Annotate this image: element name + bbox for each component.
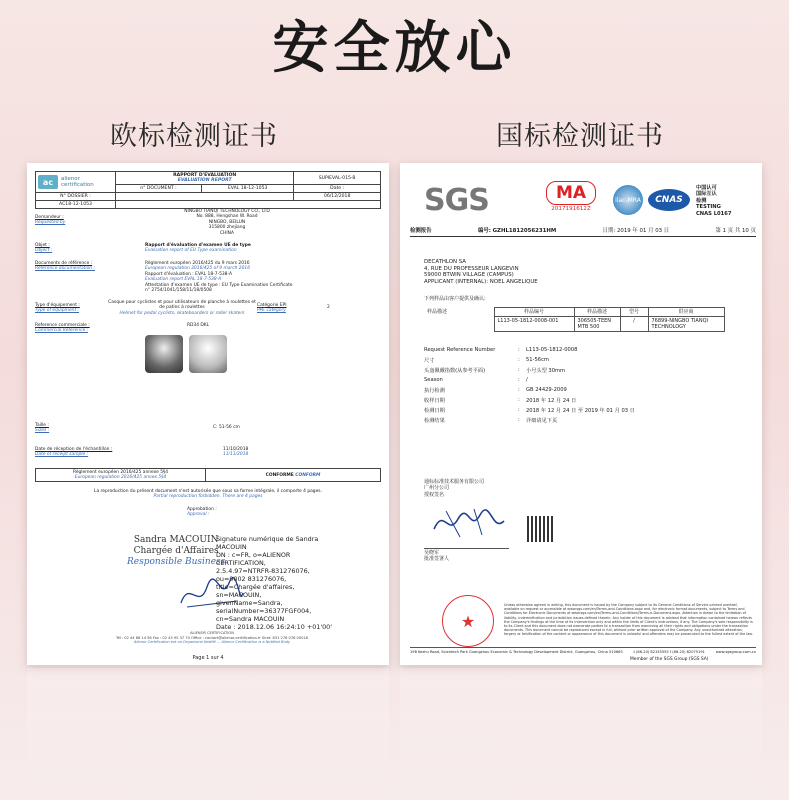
- ppe-category-value: 2: [327, 305, 330, 310]
- eu-report-title: RAPPORT D'EVALUATION EVALUATION REPORT: [116, 172, 294, 185]
- commercial-ref-label: Reference commerciale : Commercial Reference :: [35, 323, 90, 334]
- alienor-logo-sub: certification: [61, 182, 94, 188]
- col-supplier: 供应商: [648, 308, 724, 317]
- eu-dossier-value: AC18-12-1053: [36, 201, 116, 209]
- sample-desc-label: 样品描述: [427, 308, 448, 315]
- detail-row: 收样日期 : 2018 年 12 月 24 日: [424, 397, 577, 404]
- signer-role: Chargée d'Affaires: [133, 546, 219, 556]
- signer-block: [127, 535, 225, 568]
- cn-cert-subtitle: 国标检测证书: [496, 121, 664, 152]
- eu-date-label: Date :: [294, 185, 381, 193]
- signature-line: [424, 548, 509, 549]
- size-value: C: 51-56 cm: [213, 425, 240, 430]
- applicant-address: NINGBO TIANQI TECHNOLOGY CO., LTD No. 888, Hengshan W. Road NINGBO, BEILUN 315800 zhejiang CHINA: [184, 209, 270, 236]
- right-cert-reflection: [400, 668, 762, 800]
- sample-date-label: Date de réception de l'échantillon : Date of receipt sample :: [35, 447, 113, 458]
- eu-cert-header-table: [35, 171, 381, 209]
- eu-doc-code: SUPIEVAL-015-B: [294, 172, 381, 185]
- sgs-footer: 198 Kezhu Road, Scientech Park Guangzhou Economic & Technology Development District, Guangzhou, China 510663 t (86-20) 82155555 f (86-20) 82075191 www.sgsgroup.com.cn: [410, 647, 756, 654]
- equipment-label: Type d'équipement : Type of equipment :: [35, 303, 80, 314]
- cell-supplier: 76899-NINGBO TIANQI TECHNOLOGY: [648, 317, 724, 332]
- reference-docs-value: Règlement européen 2016/425 du 9 mars 2016 European regulation 2016/425 of 9 march 2016 Rapport d'évaluation : EVAL 18-7-538-A Evaluation report EVAL 18-7-538-A Attestation d'examen UE de type : EU Type Examination Certificate n° 2754/1041/158/11/18/0508: [145, 261, 293, 294]
- alienor-logo: [36, 172, 116, 193]
- company-seal-icon: ★: [442, 595, 494, 647]
- sample-note: 下列样品由客户提供及确认:: [424, 296, 486, 302]
- approval-label: Approbation : Approval :: [187, 507, 217, 518]
- size-label: Taille : Sizes :: [35, 423, 50, 434]
- left-cert-reflection: [27, 668, 389, 800]
- alienor-logo-name: alienor: [61, 176, 80, 182]
- cn-certificate: [400, 163, 762, 665]
- hero-title: 安全放心: [272, 16, 517, 81]
- cnas-text: 中国认可 国际互认 检测 TESTING CNAS L0167: [696, 185, 732, 217]
- eu-document-label: n° DOCUMENT :: [116, 185, 202, 193]
- handwritten-signature-cn: [430, 503, 510, 543]
- cell-sample-no: L113-05-1812-0008-001: [494, 317, 574, 332]
- report-date: 日期: 2019 年 01 月 03 日: [602, 228, 670, 234]
- cert-logos: [410, 181, 756, 219]
- eu-certificate: [27, 163, 389, 665]
- sample-table: [424, 307, 725, 332]
- detail-row: 尺寸 : 51-56cm: [424, 357, 549, 364]
- detail-row: 执行检测 : GB 24429-2009: [424, 387, 567, 394]
- eu-dossier-label: N° DOSSIER :: [36, 193, 116, 201]
- report-page: 第 1 页 共 10 页: [715, 228, 756, 234]
- cma-logo: MA 2017191612Z: [546, 181, 596, 212]
- eu-date-value: 06/12/2018: [294, 193, 381, 201]
- terms-fine-print: Unless otherwise agreed in writing, this document is issued by the Company subject to its General Conditions of Service printed overleaf, available on request or accessible at www.sgs.com/en/Terms-and-Conditions.aspx and, for electronic format documents, subject to Terms and Conditions for Electronic Documents at www.sgs.com/en/Terms-and-Conditions/Terms-e-Document.aspx. Attention is drawn to the limitation of liability, indemnification and jurisdiction issues defined therein. Any holder of this document is advised that information contained hereon reflects the Company's findings at the time of its intervention only and within the limits of Client's instructions, if any. The Company's sole responsibility is to its Client and this document does not exonerate parties to a transaction from exercising all their rights and obligations under the transaction documents. This document cannot be reproduced except in full, without prior written approval of the Company. Any unauthorized alteration, forgery or falsification of the content or appearance of this document is unlawful and offenders may be prosecuted to the fullest extent of the law.: [504, 603, 753, 637]
- client-address: DECATHLON SA 4, RUE DU PROFESSEUR LANGEVIN 59000 BTWIN VILLAGE (CAMPUS) APPLICANT (INTERNAL): NOEL ANGELIQUE: [424, 259, 538, 285]
- conformity-table: [35, 468, 381, 482]
- sample-date-value: 11/10/2018 11/11/2018: [223, 447, 249, 458]
- cma-number: 2017191612Z: [551, 206, 591, 212]
- eu-document-value: EVAL 18-12-1053: [201, 185, 293, 193]
- report-header-line: [410, 226, 756, 237]
- applicant-label: Demandeur : Requested by: [35, 215, 66, 226]
- signer-name: Sandra MACOUIN: [133, 535, 219, 545]
- eu-cert-subtitle: 欧标检测证书: [110, 121, 278, 152]
- signer-info: 吴晓军 批准签署人: [424, 550, 450, 563]
- ppe-category-label: Catégorie EPI PPE category: [257, 303, 287, 314]
- detail-row: 头盔佩戴指数(从参考平面) : 小号头型 30mm: [424, 367, 566, 374]
- cell-sample-desc: 306505-TEEN MTB 500: [574, 317, 620, 332]
- col-sample-no: 样品编号: [494, 308, 574, 317]
- report-title: 检测报告: [410, 228, 432, 234]
- sgs-logo: SGS: [424, 183, 489, 218]
- conformity-result: CONFORME CONFORM: [206, 469, 381, 482]
- detail-row: Request Reference Number : L113-05-1812-0008: [424, 347, 578, 353]
- sgs-member-line: Member of the SGS Group (SGS SA): [630, 657, 709, 662]
- report-number: 编号: GZHL1812056231HM: [477, 228, 557, 234]
- lab-info: 通标标准技术服务有限公司 广州分公司 授权签名: [424, 479, 485, 498]
- cnas-logo: CNAS: [648, 189, 690, 211]
- page-number: Page 1 sur 4: [192, 655, 224, 661]
- helmet-photos: [145, 335, 227, 373]
- helmet-photo-dark: [145, 335, 183, 373]
- ilac-mra-logo: ilac-MRA: [613, 185, 643, 215]
- signer-role-en: Responsible Business: [127, 557, 226, 567]
- detail-row: 检测结果 : 详细请见下页: [424, 417, 558, 424]
- object-value: Rapport d'évaluation d'examen UE de type Evaluation report of EU Type examination: [145, 243, 251, 254]
- equipment-value: Casque pour cyclistes et pour utilisateurs de planche à roulettes et de patins à roulettes Helmet for pedal cyclists, skateboarders or roller skaters: [108, 300, 256, 316]
- object-label: Objet : Object :: [35, 243, 53, 254]
- commercial-ref-value: RD34 DKL: [187, 323, 210, 328]
- reproduction-note: La reproduction du présent document n'est autorisée que sous sa forme intégrale, il comporte 4 pages. Partial reproduction forbidden. There are 4 pages: [94, 489, 322, 500]
- col-model: 型号: [620, 308, 648, 317]
- cell-model: /: [620, 317, 648, 332]
- eu-cert-footer: ALIENOR CERTIFICATION Tél : 02 44 86 14 56 Fax : 02 43 95 37 70 Office : contact@alienor-certification.fr Siret: 831 276 076 00018 Alienor Certification est un Organisme Notifié ... Alienor Certification is a Notified Body: [116, 631, 308, 645]
- reference-docs-label: Documents de référence : Reference documentation :: [35, 261, 95, 272]
- col-sample-desc: 样品描述: [574, 308, 620, 317]
- report-details: [424, 345, 635, 425]
- digital-signature: Signature numérique de Sandra MACOUIN DN : c=FR, o=ALIENOR CERTIFICATION, 2.5.4.97=NTRFR-831276076, ou=0002 831276076, title=Chargée d'affaires, sn=MACOUIN, givenName=Sandra, serialNumber=36377FGF004, cn=Sandra MACOUIN Date : 2018.12.06 16:24:10 +01'00': [216, 535, 332, 631]
- detail-row: 检测日期 : 2018 年 12 月 24 日 至 2019 年 01 月 03 日: [424, 407, 635, 414]
- conformity-regulation: Règlement européen 2016/425 annexe 5§4 European regulation 2016/425 annex 5§4: [36, 469, 206, 482]
- alienor-logo-icon: ac: [38, 175, 58, 189]
- detail-row: Season : /: [424, 377, 528, 383]
- helmet-photo-white: [189, 335, 227, 373]
- qr-code-icon: [527, 516, 553, 542]
